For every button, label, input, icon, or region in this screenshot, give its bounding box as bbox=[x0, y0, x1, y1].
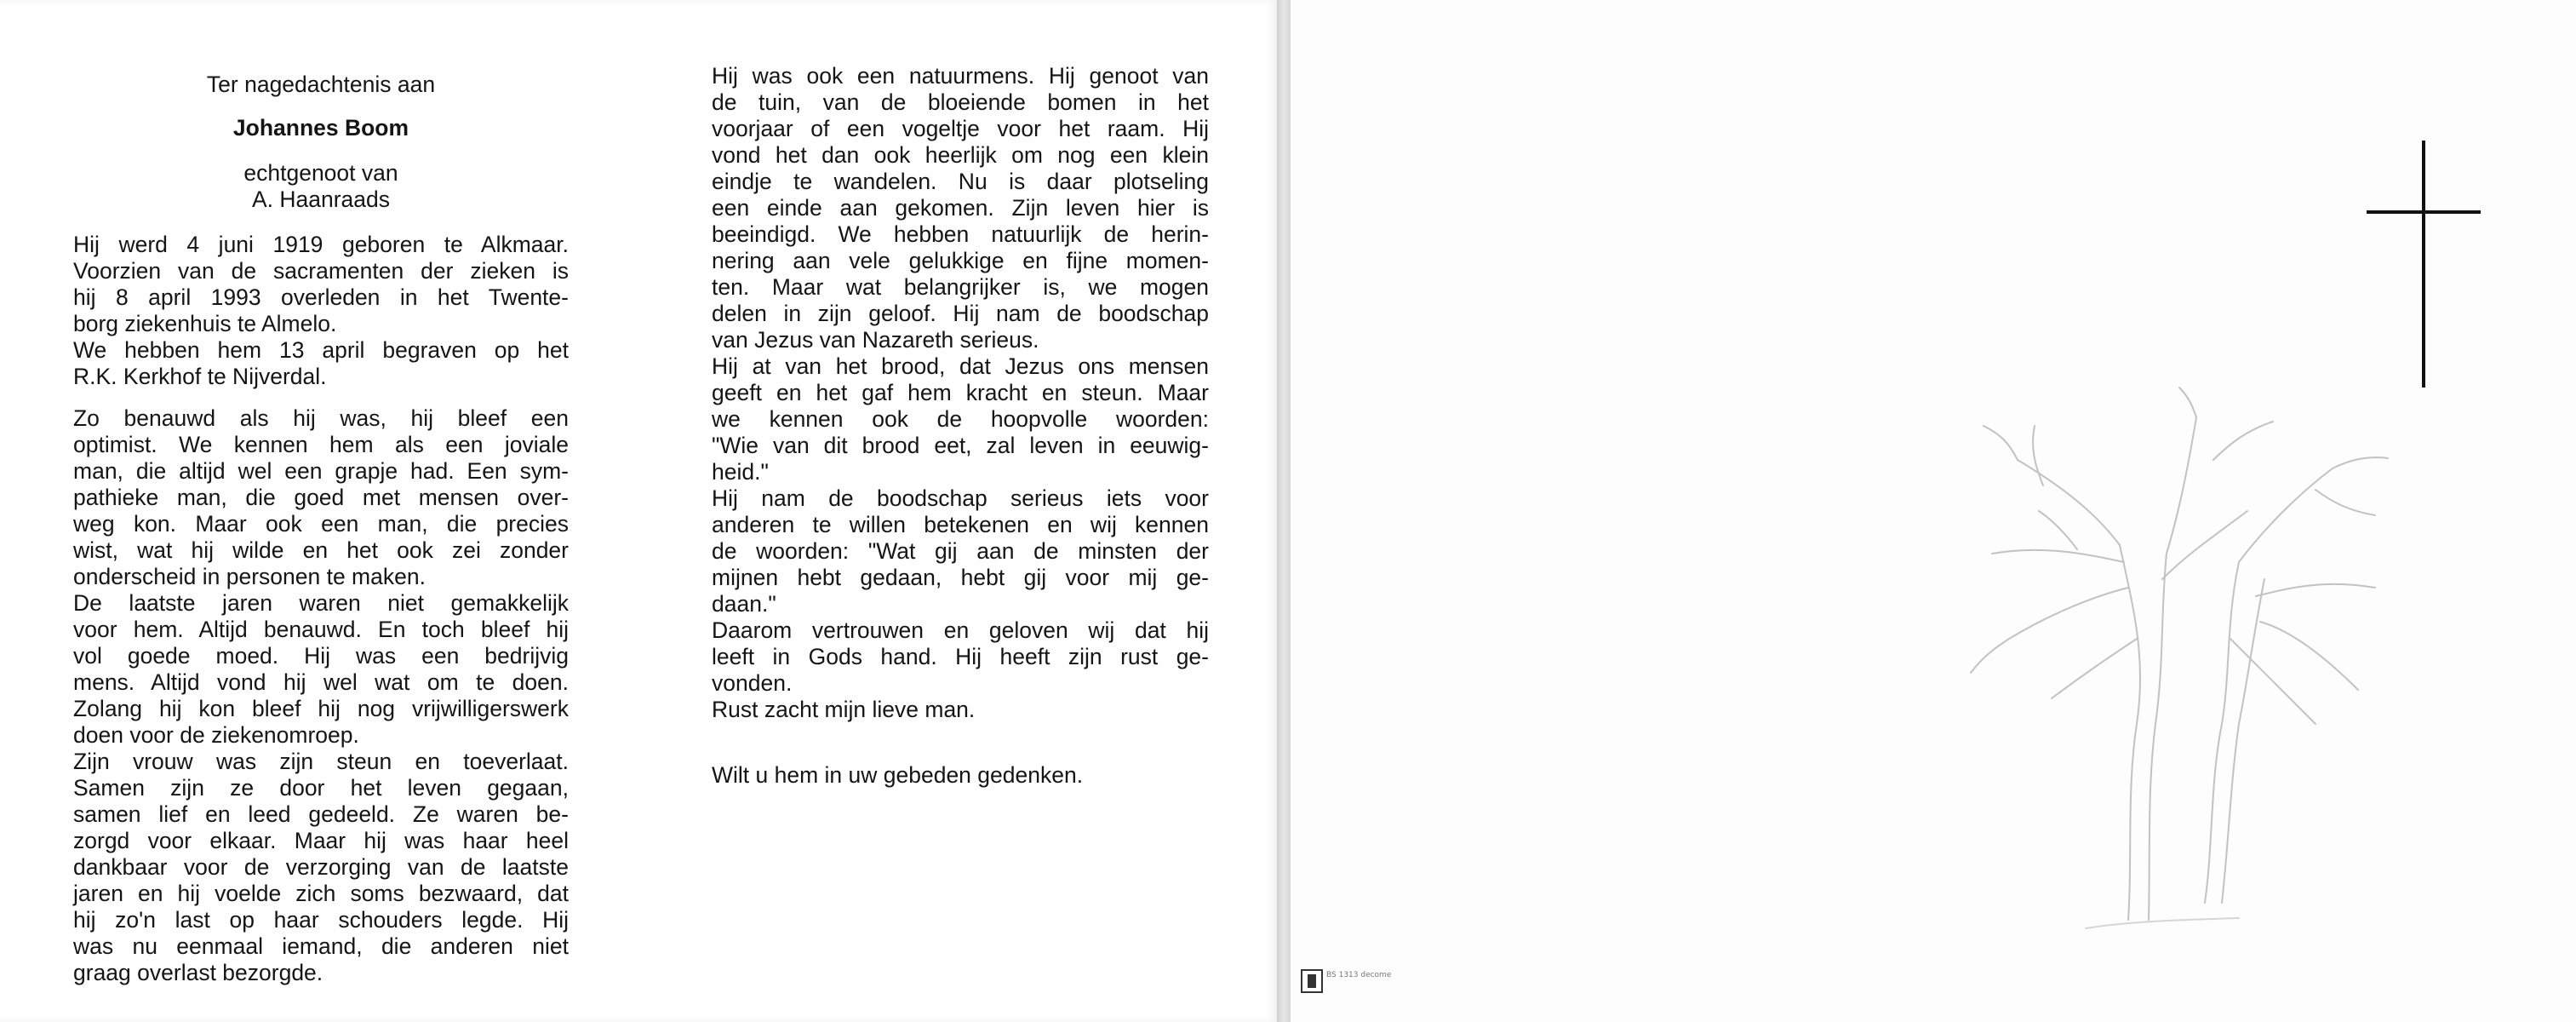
text-line: zorgd voor elkaar. Maar hij was haar heel bbox=[73, 828, 569, 853]
text-column-right bbox=[712, 63, 1209, 789]
text-line: samen lief en leed gedeeld. Ze waren be- bbox=[73, 801, 569, 827]
text-line: nering aan vele gelukkige en fijne momen- bbox=[712, 248, 1209, 273]
text-line: Hij werd 4 juni 1919 geboren te Alkmaar. bbox=[73, 232, 569, 257]
text-line: "Wie van dit brood eet, zal leven in eeuwig- bbox=[712, 433, 1209, 458]
text-line: wist, wat hij wilde en het ook zei zonder bbox=[73, 537, 569, 563]
text-line: man, die altijd wel een grapje had. Een sym- bbox=[73, 458, 569, 484]
text-line: doen voor de ziekenomroep. bbox=[73, 722, 359, 748]
paragraph-optimist bbox=[73, 405, 569, 590]
text-line: was nu eenmaal iemand, die anderen niet bbox=[73, 933, 569, 959]
text-line: mijnen hebt gedaan, hebt gij voor mij ge- bbox=[712, 565, 1209, 590]
text-column-left bbox=[73, 63, 569, 986]
text-line: Hij was ook een natuurmens. Hij genoot van bbox=[712, 63, 1209, 89]
text-line: We hebben hem 13 april begraven op het bbox=[73, 337, 569, 363]
text-line: de tuin, van de bloeiende bomen in het bbox=[712, 89, 1209, 115]
text-line: Zolang hij kon bleef hij nog vrijwilligerswerk bbox=[73, 696, 569, 721]
text-line: de woorden: "Wat gij aan de minsten der bbox=[712, 538, 1209, 564]
text-line: Zo benauwd als hij was, hij bleef een bbox=[73, 405, 569, 431]
printer-mark bbox=[1301, 966, 1403, 1000]
text-line: Hij nam de boodschap serieus iets voor bbox=[712, 485, 1209, 511]
cross-icon bbox=[2367, 141, 2481, 388]
text-line: dankbaar voor de verzorging van de laatste bbox=[73, 854, 569, 880]
text-line: vol goede moed. Hij was een bedrijvig bbox=[73, 643, 569, 669]
tree-sketch-illustration bbox=[1958, 383, 2401, 937]
text-line: pathieke man, die goed met mensen over- bbox=[73, 485, 569, 510]
closing-prayer-line: Wilt u hem in uw gebeden gedenken. bbox=[712, 762, 1084, 788]
text-line: vond het dan ook heerlijk om nog een klein bbox=[712, 142, 1209, 168]
memorial-heading: Ter nagedachtenis aan bbox=[206, 72, 436, 97]
printer-mark-text: BS 1313 decome bbox=[1326, 971, 1392, 979]
text-line: delen in zijn geloof. Hij nam de boodschap bbox=[712, 301, 1209, 326]
text-line: De laatste jaren waren niet gemakkelijk bbox=[73, 590, 569, 616]
text-line: hij 8 april 1993 overleden in het Twente- bbox=[73, 284, 569, 310]
text-line: Zijn vrouw was zijn steun en toeverlaat. bbox=[73, 749, 569, 774]
text-line: jaren en hij voelde zich soms bezwaard, dat bbox=[73, 881, 569, 906]
printer-logo-icon bbox=[1301, 969, 1323, 993]
text-line: ten. Maar wat belangrijker is, we mogen bbox=[712, 274, 1209, 300]
inner-text-panel bbox=[0, 0, 1277, 1022]
text-line: Hij at van het brood, dat Jezus ons mensen bbox=[712, 353, 1209, 379]
paragraph-wife bbox=[73, 749, 569, 986]
text-line: Rust zacht mijn lieve man. bbox=[712, 697, 976, 722]
text-line: Voorzien van de sacramenten der zieken is bbox=[73, 258, 569, 284]
text-line: voorjaar of een vogeltje voor het raam. Hij bbox=[712, 116, 1209, 141]
spouse-prefix: echtgenoot van bbox=[243, 160, 398, 186]
text-line: optimist. We kennen hem als een joviale bbox=[73, 432, 569, 457]
paragraph-birth-death bbox=[73, 232, 569, 337]
text-line: graag overlast bezorgde. bbox=[73, 960, 323, 985]
paragraph-faith bbox=[712, 617, 1209, 697]
paragraph-bread bbox=[712, 353, 1209, 485]
text-line: leeft in Gods hand. Hij heeft zijn rust ge- bbox=[712, 644, 1209, 669]
paragraph-nature bbox=[712, 63, 1209, 353]
paragraph-last-years bbox=[73, 590, 569, 749]
paragraph-burial bbox=[73, 337, 569, 390]
text-line: hij zo'n last op haar schouders legde. Hij bbox=[73, 907, 569, 933]
text-line: anderen te willen betekenen en wij kennen bbox=[712, 512, 1209, 537]
cross-horizontal-bar bbox=[2367, 210, 2481, 214]
paragraph-message bbox=[712, 485, 1209, 617]
text-line: geeft en het gaf hem kracht en steun. Maar bbox=[712, 380, 1209, 405]
text-line: mens. Altijd vond hij wel wat om te doen. bbox=[73, 669, 569, 695]
text-line: onderscheid in personen te maken. bbox=[73, 564, 426, 589]
text-line: Samen zijn ze door het leven gegaan, bbox=[73, 775, 569, 801]
deceased-name: Johannes Boom bbox=[232, 115, 409, 141]
text-line: daan." bbox=[712, 591, 776, 617]
text-line: Daarom vertrouwen en geloven wij dat hij bbox=[712, 617, 1209, 643]
text-line: heid." bbox=[712, 459, 769, 485]
text-line: een einde aan gekomen. Zijn leven hier is bbox=[712, 195, 1209, 221]
text-line: voor hem. Altijd benauwd. En toch bleef hij bbox=[73, 617, 569, 642]
spouse-name: A. Haanraads bbox=[251, 187, 391, 212]
text-line: R.K. Kerkhof te Nijverdal. bbox=[73, 364, 327, 389]
text-line: beeindigd. We hebben natuurlijk de herin- bbox=[712, 221, 1209, 247]
text-line: vonden. bbox=[712, 670, 793, 696]
text-line: van Jezus van Nazareth serieus. bbox=[712, 327, 1039, 353]
text-line: eindje te wandelen. Nu is daar plotseling bbox=[712, 169, 1209, 194]
text-line: we kennen ook de hoopvolle woorden: bbox=[712, 406, 1209, 432]
cross-vertical-bar bbox=[2422, 141, 2425, 388]
text-line: weg kon. Maar ook een man, die precies bbox=[73, 511, 569, 537]
card-fold bbox=[1277, 0, 1291, 1022]
paragraph-rest bbox=[712, 697, 1209, 723]
text-line: borg ziekenhuis te Almelo. bbox=[73, 311, 337, 336]
